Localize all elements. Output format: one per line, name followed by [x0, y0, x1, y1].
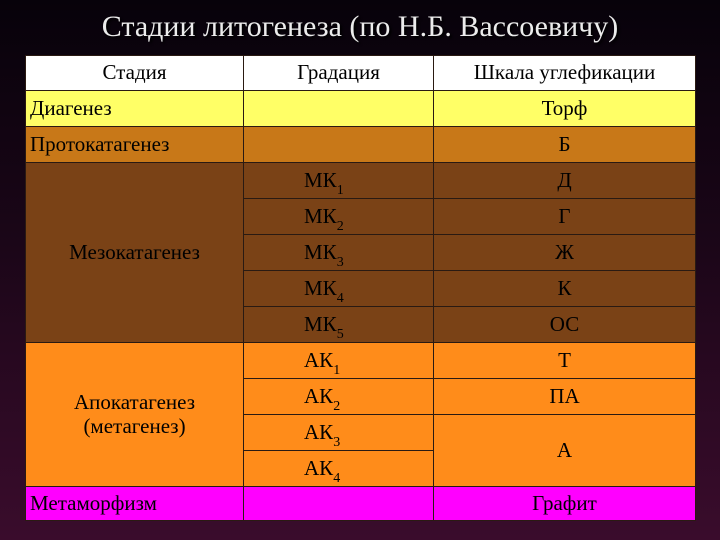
gradation-ak3: $АК_3$ — [244, 415, 434, 451]
row-diagenesis — [26, 91, 696, 127]
header-stage: Стадия — [26, 56, 244, 91]
row-mk1 — [26, 163, 696, 199]
gradation-ak2: $АК_2$ — [244, 379, 434, 415]
page-title: Стадии литогенеза (по Н.Б. Вассоевичу) — [101, 10, 619, 43]
gradation-empty — [244, 487, 434, 521]
gradation-empty — [244, 91, 434, 127]
row-protocatagenesis — [26, 127, 696, 163]
scale-zh: Ж — [434, 235, 696, 271]
scale-os: ОС — [434, 307, 696, 343]
scale-a: А — [434, 415, 696, 487]
gradation-mk2: $МК_2$ — [244, 199, 434, 235]
stage-mesocatagenesis: Мезокатагенез — [26, 163, 244, 343]
stage-apocatagenesis-line1: Апокатагенез — [73, 390, 196, 415]
stage-metamorphism: Метаморфизм — [26, 487, 244, 521]
scale-k: К — [434, 271, 696, 307]
stage-diagenesis: Диагенез — [26, 91, 244, 127]
scale-pa: ПА — [434, 379, 696, 415]
scale-t: Т — [434, 343, 696, 379]
scale-peat: Торф — [434, 91, 696, 127]
stage-apocatagenesis-line2: (метагенез) — [83, 413, 186, 438]
scale-g: Г — [434, 199, 696, 235]
gradation-mk4: $МК_4$ — [244, 271, 434, 307]
stage-apocatagenesis — [26, 343, 244, 487]
lithogenesis-table — [25, 55, 696, 521]
scale-d: Д — [434, 163, 696, 199]
row-metamorphism — [26, 487, 696, 521]
gradation-ak1: $АК_1$ — [244, 343, 434, 379]
header-row — [26, 56, 696, 91]
gradation-mk5: $МК_5$ — [244, 307, 434, 343]
stage-protocatagenesis: Протокатагенез — [26, 127, 244, 163]
scale-graphite: Графит — [434, 487, 696, 521]
row-ak1 — [26, 343, 696, 379]
gradation-empty — [244, 127, 434, 163]
header-scale: Шкала углефикации — [434, 56, 696, 91]
gradation-mk1: $МК_1$ — [244, 163, 434, 199]
gradation-mk3: $МК_3$ — [244, 235, 434, 271]
header-gradation: Градация — [244, 56, 434, 91]
scale-b: Б — [434, 127, 696, 163]
gradation-ak4: $АК_4$ — [244, 451, 434, 487]
